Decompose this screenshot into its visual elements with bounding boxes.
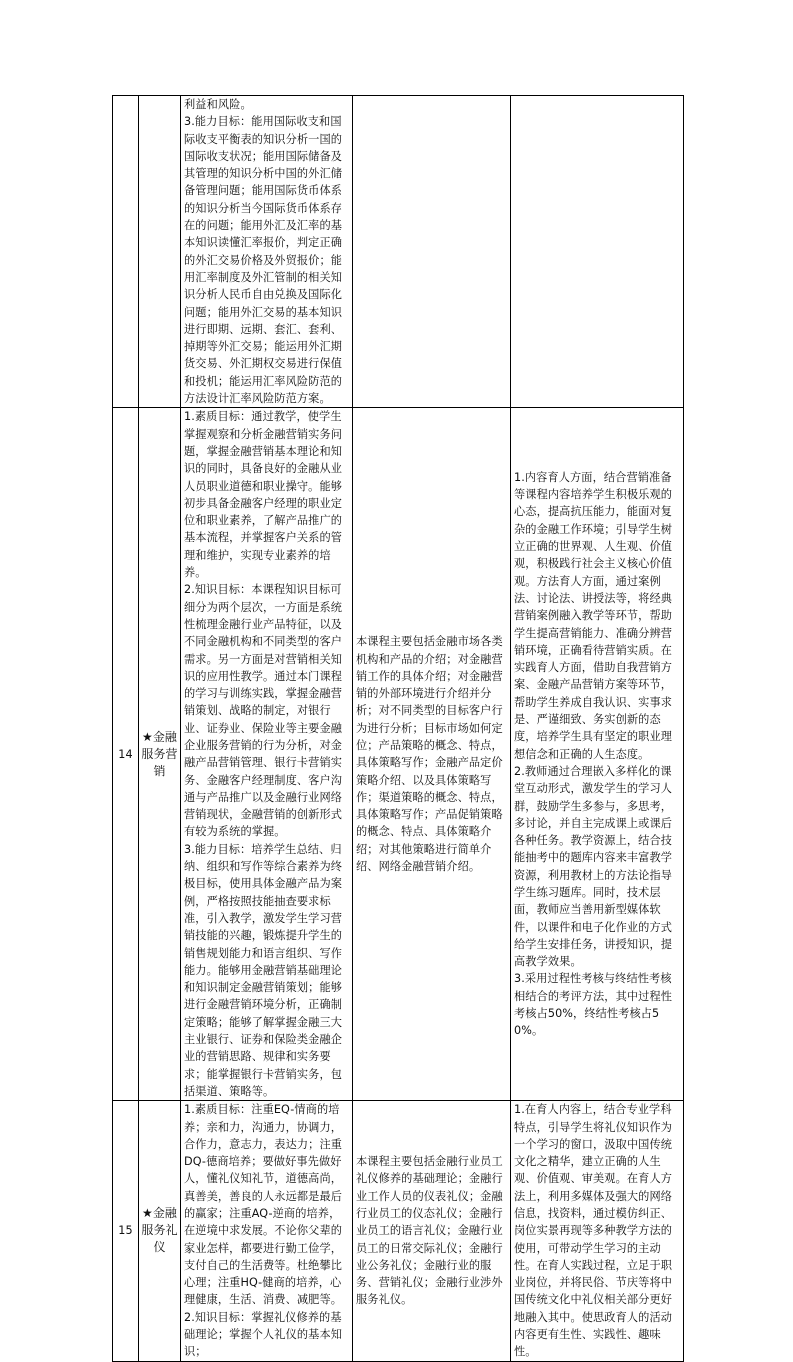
row-number: 14	[113, 408, 139, 1101]
objective-item: 利益和风险。	[184, 98, 252, 111]
requirement-item: 1.在育人内容上，结合专业学科特点，引导学生将礼仪知识作为一个学习的窗口，汲取中国传统文化之精华，建立正确的人生观、价值观、审美观。在育人方法上，利用多媒体及强大的网络信息，找资料，通过模仿纠正、岗位实景再现等多种教学方法的使用，可带动学生学习的主动性。在育人实践过程，立足于职业岗位，并将民俗、节庆等将中国传统文化中礼仪相关部分更好地融入其中。使思政育人的活动内容更有生性、实践性、趣味性。	[514, 1103, 673, 1359]
course-name: ★金融服务营销	[139, 408, 181, 1101]
content-cell	[353, 96, 511, 408]
content-cell: 本课程主要包括金融行业员工礼仪修养的基础理论；金融行业工作人员的仪表礼仪；金融行业员工的仪态礼仪；金融行业员工的语言礼仪；金融行业员工的日常交际礼仪；金融行业公务礼仪；金融行业的服务、营销礼仪；金融行业涉外服务礼仪。	[353, 1101, 511, 1361]
table-row	[113, 408, 684, 1101]
objectives-cell	[181, 96, 353, 408]
requirements-cell	[511, 408, 684, 1101]
row-number	[113, 96, 139, 408]
course-name	[139, 96, 181, 408]
objective-item: 1.素质目标：注重EQ-情商的培养；亲和力，沟通力，协调力，合作力，意志力，表达力；注重DQ-德商培养；要做好事先做好人，懂礼仪知礼节，道德高尚，真善美，善良的人永远都是最后的赢家；注重AQ-逆商的培养，在逆境中求发展。不论你父辈的家业怎样，都要进行勤工俭学，支付自己的生活费等。杜绝攀比心理；注重HQ-健商的培养，心理健康，生活、消费、减肥等。	[184, 1103, 343, 1307]
objective-item: 2.知识目标：掌握礼仪修养的基础理论；掌握个人礼仪的基本知识；	[184, 1310, 343, 1359]
requirement-item: 1.内容育人方面，结合营销准备等课程内容培养学生积极乐观的心态，提高抗压能力，能面对复杂的金融工作环境；引导学生树立正确的世界观、人生观、价值观，积极践行社会主义核心价值观。方法育人方面，通过案例法、讨论法、讲授法等，将经典营销案例融入教学等环节，帮助学生提高营销能力、准确分辨营销环境，正确看待营销实质。在实践育人方面，借助自我营销方案、金融产品营销方案等环节，帮助学生养成自我认识、实事求是、严谨细致、务实创新的态度，培养学生具有坚定的职业理想信念和正确的人生态度。	[514, 470, 673, 761]
objective-item: 2.知识目标：本课程知识目标可细分为两个层次，一方面是系统性梳理金融行业产品特征，以及不同金融机构和不同类型的客户需求。另一方面是对营销相关知识的应用性教学。通过本门课程的学习与训练实践，掌握金融营销策划、战略的制定，对银行业、证券业、保险业等主要金融企业服务营销的行为分析，对金融产品营销管理、银行卡营销实务、金融客户经理制度、客户沟通与产品推广以及金融行业网络营销现状，金融营销的创新形式有较为系统的掌握。	[184, 583, 343, 839]
objective-item: 3.能力目标：能用国际收支和国际收支平衡表的知识分析一国的国际收支状况；能用国际储备及其管理的知识分析中国的外汇储备管理问题；能用国际货币体系的知识分析当今国际货币体系存在的问题；能用外汇及汇率的基本知识读懂汇率报价，判定正确的外汇交易价格及外贸报价；能用汇率制度及外汇管制的相关知识分析人民币自由兑换及国际化问题；能用外汇交易的基本知识进行即期、远期、套汇、套利、掉期等外汇交易；能运用外汇期货交易、外汇期权交易进行保值和投机；能运用汇率风险防范的方法设计汇率风险防范方案。	[184, 115, 343, 406]
content-cell: 本课程主要包括金融市场各类机构和产品的介绍；对金融营销工作的具体介绍；对金融营销的外部环境进行介绍并分析；对不同类型的目标客户行为进行分析；目标市场如何定位；产品策略的概念、特点，具体策略写作；金融产品定价策略介绍、以及具体策略写作；渠道策略的概念、特点，具体策略写作；产品促销策略的概念、特点、具体策略介绍；对其他策略进行简单介绍、网络金融营销介绍。	[353, 408, 511, 1101]
course-name: ★金融服务礼仪	[139, 1101, 181, 1361]
objective-item: 1.素质目标：通过教学，使学生掌握观察和分析金融营销实务问题，掌握金融营销基本理论和知识的同时，具备良好的金融从业人员职业道德和职业操守。能够初步具备金融客户经理的职业定位和职业素养，了解产品推广的基本流程，并掌握客户关系的管理和维护，实现专业素养的培养。	[184, 410, 343, 580]
table-row	[113, 1101, 684, 1361]
requirements-cell	[511, 96, 684, 408]
requirements-cell	[511, 1101, 684, 1361]
objectives-cell	[181, 408, 353, 1101]
table-row	[113, 96, 684, 408]
objectives-cell	[181, 1101, 353, 1361]
requirement-item: 3.采用过程性考核与终结性考核相结合的考评方法，其中过程性考核占50%，终结性考核占50%。	[514, 972, 673, 1038]
objective-item: 3.能力目标：培养学生总结、归纳、组织和写作等综合素养为终极目标，使用具体金融产品为案例，严格按照技能抽查要求标准，引入教学，激发学生学习营销技能的兴趣，锻炼提升学生的销售规划能力和语言组织、写作能力。能够用金融营销基础理论和知识制定金融营销策划；能够进行金融营销环境分析，正确制定策略；能够了解掌握金融三大主业银行、证券和保险类金融企业的营销思路、规律和实务要求；能掌握银行卡营销实务，包括渠道、策略等。	[184, 842, 343, 1098]
row-number: 15	[113, 1101, 139, 1361]
course-table	[112, 95, 684, 1362]
requirement-item: 2.教师通过合理嵌入多样化的课堂互动形式，激发学生的学习人群，鼓励学生多参与，多思考，多讨论，并自主完成课上或课后各种任务。教学资源上，结合技能抽考中的题库内容来丰富教学资源，利用教材上的方法论指导学生练习题库。同时，技术层面，教师应当善用新型媒体软件，以课件和电子化作业的方式给学生安排任务，讲授知识，提高教学效果。	[514, 764, 673, 969]
